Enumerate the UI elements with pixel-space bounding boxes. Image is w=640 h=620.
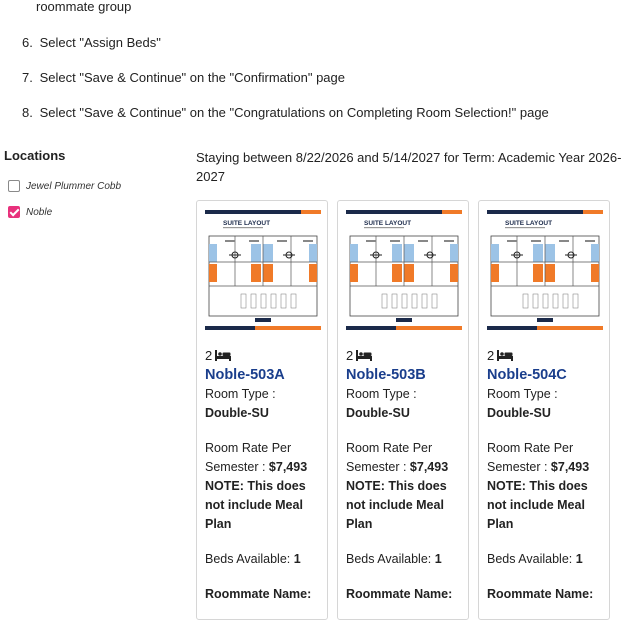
- instruction-continuation: roommate group: [36, 0, 132, 14]
- room-type-label: Room Type :: [205, 387, 276, 401]
- room-rate-value: $7,493: [409, 460, 449, 474]
- step-number: 6.: [22, 35, 33, 50]
- beds-available-value: 1: [575, 552, 583, 566]
- staying-dates-text: Staying between 8/22/2026 and 5/14/2027 for Term: Academic Year 2026-2027: [196, 150, 622, 184]
- step-number: 7.: [22, 70, 33, 85]
- suite-layout-image[interactable]: [487, 210, 603, 330]
- beds-available: [205, 550, 325, 569]
- instruction-step-8: [22, 105, 549, 120]
- room-card: [478, 200, 610, 620]
- roommate-name-label: Roommate Name:: [205, 587, 312, 601]
- instruction-step-7: [22, 70, 345, 85]
- room-card: [196, 200, 328, 620]
- room-type-label: Room Type :: [487, 387, 558, 401]
- room-name-link[interactable]: Noble-503A: [205, 367, 285, 383]
- location-checkbox-noble[interactable]: [8, 206, 20, 218]
- location-option-jewel-plummer-cobb[interactable]: [4, 173, 184, 199]
- svg-text:SUITE LAYOUT: SUITE LAYOUT: [505, 220, 553, 227]
- beds-available: [487, 550, 607, 569]
- beds-available-value: 1: [293, 552, 301, 566]
- step-text: Select "Assign Beds": [39, 35, 161, 50]
- locations-filter: [4, 148, 184, 225]
- svg-text:SUITE LAYOUT: SUITE LAYOUT: [223, 220, 271, 227]
- bed-icon: [356, 350, 372, 361]
- room-rate-value: $7,493: [550, 460, 590, 474]
- step-text: Select "Save & Continue" on the "Confirmation" page: [39, 70, 345, 85]
- location-label[interactable]: Noble: [26, 206, 53, 218]
- room-rate-label: Room Rate Per Semester :: [346, 441, 433, 474]
- room-rate-label: Room Rate Per Semester :: [487, 441, 574, 474]
- meal-plan-note: NOTE: This does not include Meal Plan: [487, 479, 588, 531]
- bed-count: [487, 347, 607, 363]
- room-rate: [205, 439, 325, 477]
- instruction-step-6: [22, 35, 161, 50]
- room-rate-label: Room Rate Per Semester :: [205, 441, 292, 474]
- bed-count-value: 2: [346, 347, 354, 363]
- bed-count-value: 2: [487, 347, 495, 363]
- beds-available: [346, 550, 466, 569]
- locations-title: Locations: [4, 148, 66, 163]
- room-card: [337, 200, 469, 620]
- meal-plan-note: NOTE: This does not include Meal Plan: [205, 479, 306, 531]
- beds-available-label: Beds Available:: [487, 552, 573, 566]
- bed-count-value: 2: [205, 347, 213, 363]
- room-type-label: Room Type :: [346, 387, 417, 401]
- suite-floor-plan: [205, 210, 321, 330]
- step-text: Select "Save & Continue" on the "Congratulations on Completing Room Selection!" page: [39, 105, 549, 120]
- room-type-value: Double-SU: [205, 406, 269, 420]
- suite-floor-plan: [346, 210, 462, 330]
- room-rate-value: $7,493: [268, 460, 308, 474]
- bed-icon: [215, 350, 231, 361]
- location-label[interactable]: Jewel Plummer Cobb: [26, 180, 122, 192]
- suite-floor-plan: [487, 210, 603, 330]
- bed-count: [346, 347, 466, 363]
- beds-available-label: Beds Available:: [205, 552, 291, 566]
- beds-available-label: Beds Available:: [346, 552, 432, 566]
- meal-plan-note: NOTE: This does not include Meal Plan: [346, 479, 447, 531]
- room-type-value: Double-SU: [346, 406, 410, 420]
- location-checkbox-jewel-plummer-cobb[interactable]: [8, 180, 20, 192]
- location-option-noble[interactable]: [4, 199, 184, 225]
- beds-available-value: 1: [434, 552, 442, 566]
- svg-text:SUITE LAYOUT: SUITE LAYOUT: [364, 220, 412, 227]
- room-name-link[interactable]: Noble-503B: [346, 367, 426, 383]
- roommate-name-label: Roommate Name:: [487, 587, 594, 601]
- room-rate: [346, 439, 466, 477]
- room-rate: [487, 439, 607, 477]
- roommate-name-label: Roommate Name:: [346, 587, 453, 601]
- suite-layout-image[interactable]: [346, 210, 462, 330]
- room-type-value: Double-SU: [487, 406, 551, 420]
- bed-icon: [497, 350, 513, 361]
- step-number: 8.: [22, 105, 33, 120]
- suite-layout-image[interactable]: [205, 210, 321, 330]
- bed-count: [205, 347, 325, 363]
- room-name-link[interactable]: Noble-504C: [487, 367, 567, 383]
